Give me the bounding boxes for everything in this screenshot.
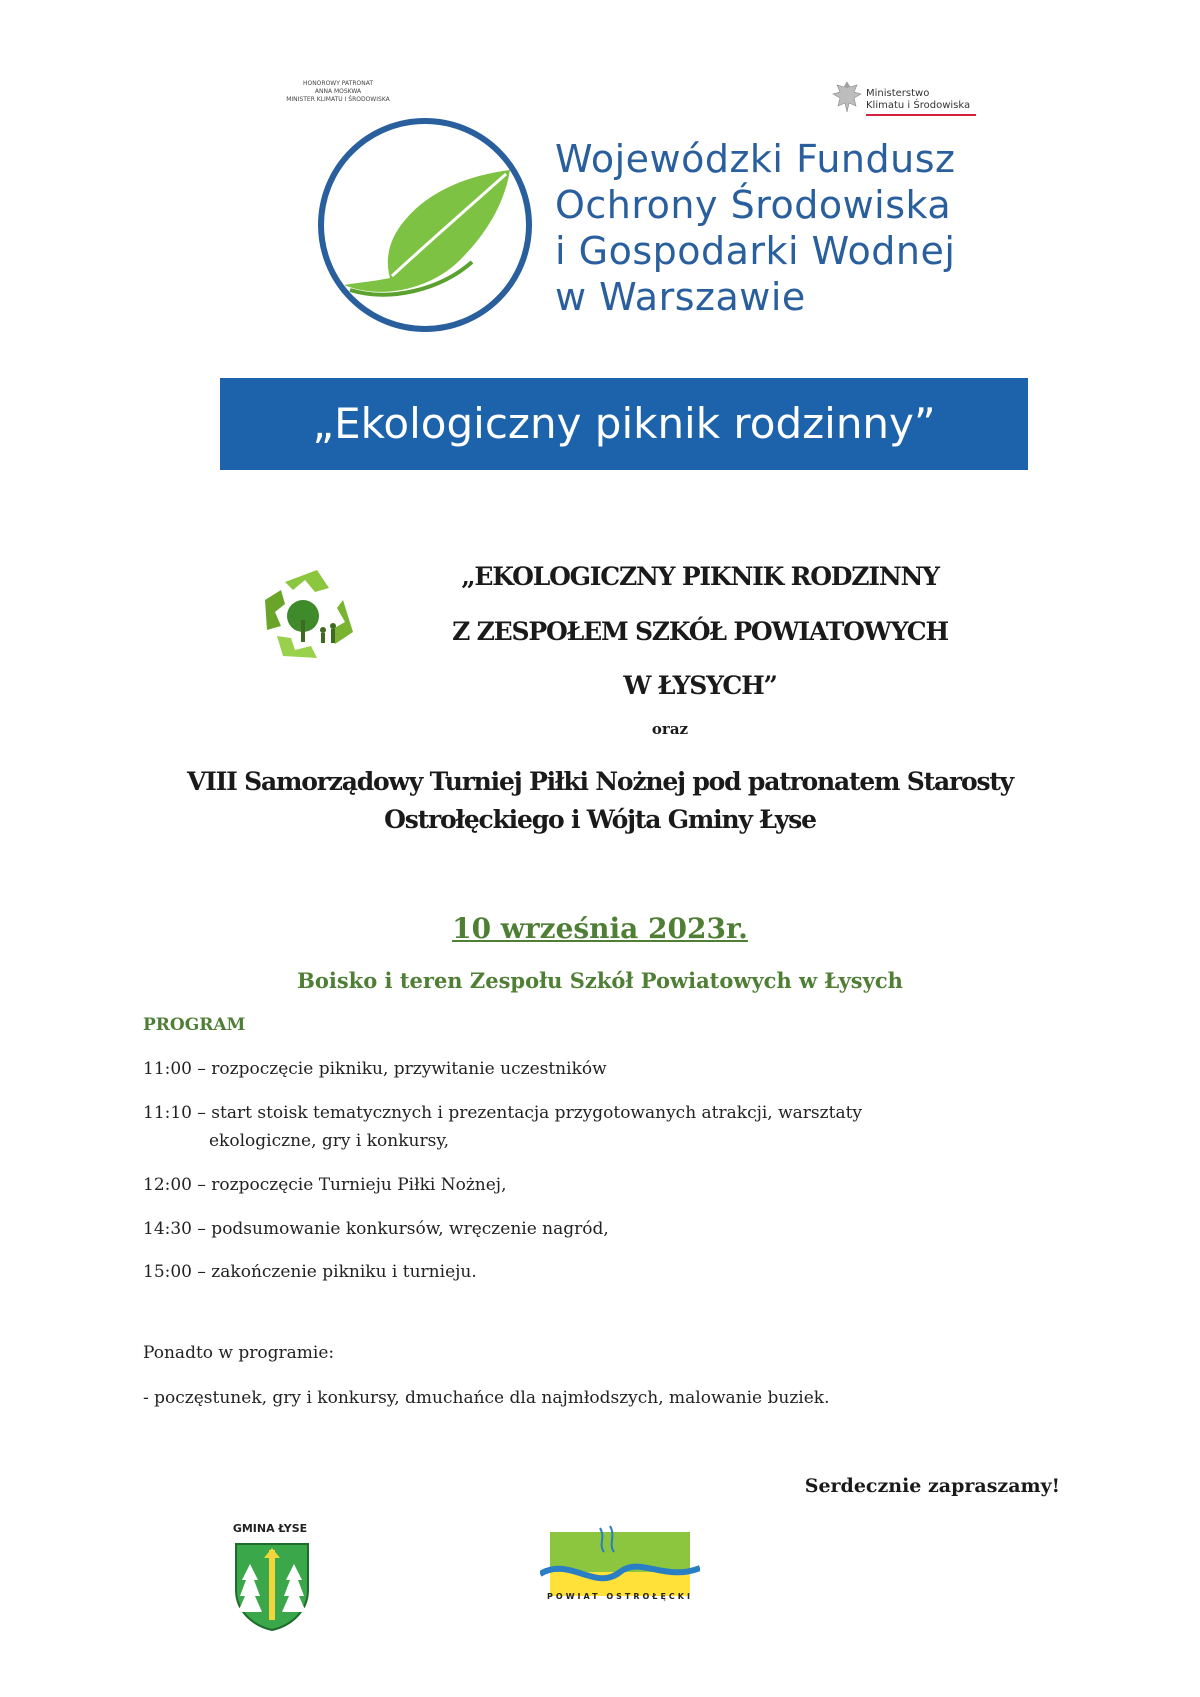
schedule-text-continued: ekologiczne, gry i konkursy,: [209, 1131, 450, 1151]
ministry-logo: [830, 78, 1030, 118]
schedule-text: – rozpoczęcie Turnieju Piłki Nożnej,: [197, 1175, 507, 1195]
schedule-item: [143, 1215, 1043, 1243]
program-heading: PROGRAM: [143, 1015, 246, 1035]
schedule-item: [143, 1258, 1043, 1286]
additional-program-item: - poczęstunek, gry i konkursy, dmuchańce dla najmłodszych, malowanie buziek.: [143, 1388, 830, 1408]
event-place: Boisko i teren Zespołu Szkół Powiatowych w Łysych: [297, 968, 903, 993]
schedule-time: 14:30: [143, 1219, 192, 1239]
fund-name-line: Wojewódzki Fundusz: [555, 137, 956, 181]
schedule-item: [143, 1055, 1043, 1083]
additional-program-heading: Ponadto w programie:: [143, 1343, 335, 1363]
eagle-icon: [830, 78, 864, 118]
patron-line: ANNA MOSKWA: [314, 88, 362, 95]
ministry-name-line: Ministerstwo: [866, 88, 930, 99]
schedule-time: 15:00: [143, 1262, 192, 1282]
event-date: 10 września 2023r.: [452, 912, 748, 945]
schedule-time: 12:00: [143, 1175, 192, 1195]
patron-line: MINISTER KLIMATU I ŚRODOWISKA: [286, 96, 390, 103]
schedule-item: [143, 1171, 1043, 1199]
fund-name-line: Ochrony Środowiska: [555, 183, 952, 227]
schedule-time: 11:00: [143, 1059, 192, 1079]
patron-line: HONOROWY PATRONAT: [302, 80, 374, 87]
gmina-label: GMINA ŁYSE: [232, 1522, 308, 1535]
recycle-icon: [255, 560, 365, 670]
tournament-title-line: Ostrołęckiego i Wójta Gminy Łyse: [384, 805, 816, 834]
closing-invitation: Serdecznie zapraszamy!: [804, 1475, 1060, 1497]
honorary-patronage-text: [248, 80, 428, 104]
event-title-line: W ŁYSYCH”: [623, 671, 777, 700]
connector-text: oraz: [651, 720, 689, 738]
schedule-item: [143, 1099, 1043, 1155]
ministry-name-line: Klimatu i Środowiska: [866, 100, 971, 111]
schedule-text: – zakończenie pikniku i turnieju.: [197, 1262, 477, 1282]
event-title-line: Z ZESPOŁEM SZKÓŁ POWIATOWYCH: [452, 617, 948, 646]
fund-name-line: i Gospodarki Wodnej: [555, 229, 956, 273]
fund-name-line: w Warszawie: [555, 275, 806, 319]
schedule-text: – podsumowanie konkursów, wręczenie nagród,: [197, 1219, 609, 1239]
header-banner: [220, 68, 1028, 468]
schedule-text: – rozpoczęcie pikniku, przywitanie uczestników: [197, 1059, 607, 1079]
schedule-time: 11:10: [143, 1103, 192, 1123]
ministry-underline: [866, 114, 976, 116]
gmina-crest-icon: [232, 1540, 312, 1632]
fund-name: [555, 136, 1025, 320]
tournament-title-line: VIII Samorządowy Turniej Piłki Nożnej pod patronatem Starosty: [186, 767, 1013, 796]
picnic-title-bar: „Ekologiczny piknik rodzinny”: [220, 378, 1028, 470]
event-title-line: „EKOLOGICZNY PIKNIK RODZINNY: [461, 562, 939, 591]
powiat-label: POWIAT OSTROŁĘCKI: [547, 1592, 693, 1601]
leaf-logo-icon: [310, 110, 540, 340]
schedule-text: – start stoisk tematycznych i prezentacja przygotowanych atrakcji, warsztaty: [197, 1103, 863, 1123]
